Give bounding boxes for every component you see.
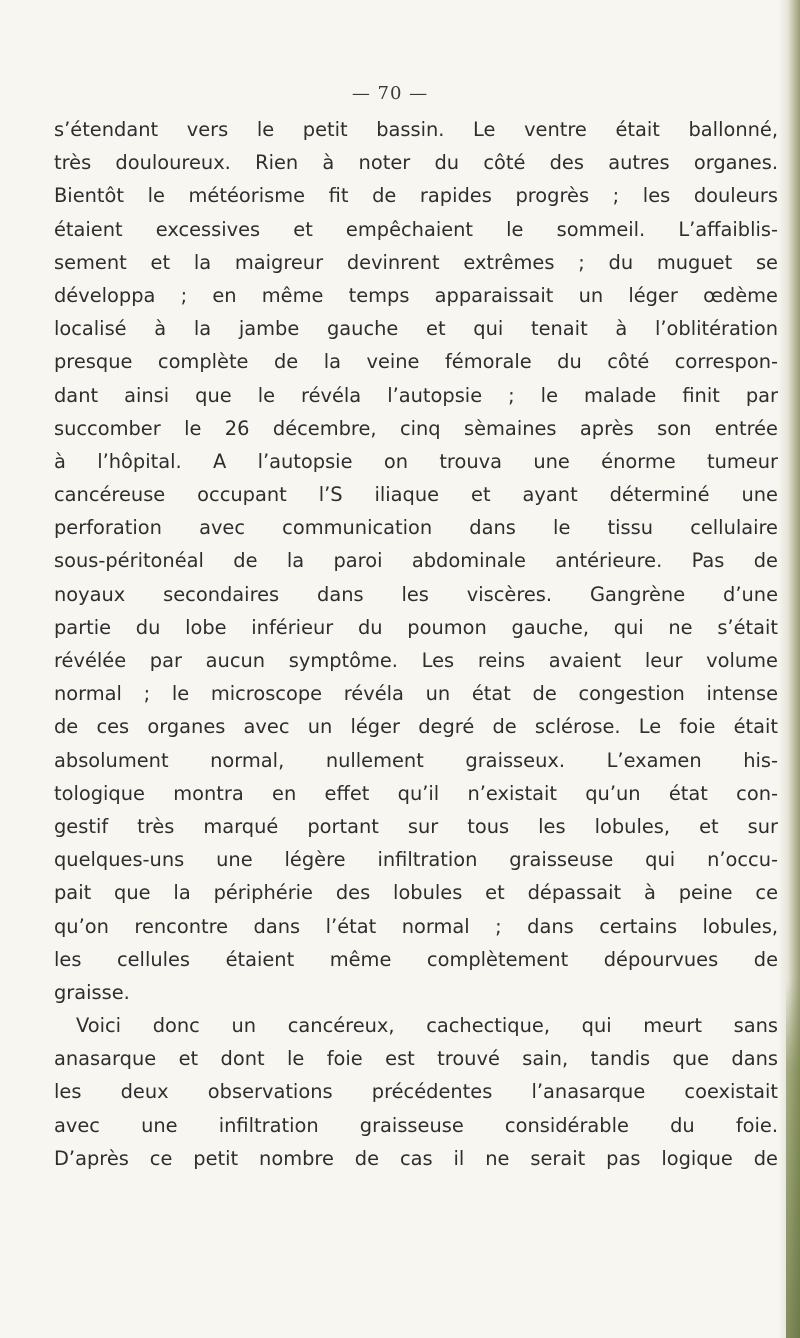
text-line: partie du lobe inférieur du poumon gauche, qui ne s’était [54, 615, 778, 639]
text-line: perforation avec communication dans le tissu cellulaire [54, 516, 778, 540]
text-line: de ces organes avec un léger degré de sclérose. Le foie était [54, 715, 778, 739]
text-line: succomber le 26 décembre, cinq sèmaines après son entrée [54, 416, 778, 440]
text-line: gestif très marqué portant sur tous les lobules, et sur [54, 814, 778, 838]
text-line: dant ainsi que le révéla l’autopsie ; le malade finit par [54, 383, 778, 407]
text-line: normal ; le microscope révéla un état de congestion intense [54, 682, 778, 706]
text-line: étaient excessives et empêchaient le sommeil. L’affaiblis- [54, 217, 778, 241]
text-line: absolument normal, nullement graisseux. L’examen his- [54, 748, 778, 772]
text-line: cancéreuse occupant l’S iliaque et ayant déterminé une [54, 483, 778, 507]
body-text [54, 113, 778, 1175]
text-line: noyaux secondaires dans les viscères. Gangrène d’une [54, 582, 778, 606]
text-line-paragraph-start: Voici donc un cancéreux, cachectique, qui meurt sans [76, 1014, 778, 1038]
text-line: avec une infiltration graisseuse considérable du foie. [54, 1113, 778, 1137]
text-line: qu’on rencontre dans l’état normal ; dans certains lobules, [54, 914, 778, 938]
text-line-paragraph-end: graisse. [54, 980, 130, 1004]
text-line: les deux observations précédentes l’anasarque coexistait [54, 1080, 778, 1104]
text-line: quelques-uns une légère infiltration graisseuse qui n’occu- [54, 848, 778, 872]
page-edge-stain [786, 980, 800, 1338]
text-line: développa ; en même temps apparaissait un léger œdème [54, 283, 778, 307]
text-line: localisé à la jambe gauche et qui tenait à l’oblitération [54, 317, 778, 341]
text-line: révélée par aucun symptôme. Les reins avaient leur volume [54, 649, 778, 672]
text-line: Bientôt le météorisme fit de rapides progrès ; les douleurs [54, 184, 778, 208]
text-line: anasarque et dont le foie est trouvé sain, tandis que dans [54, 1047, 778, 1071]
text-line: s’étendant vers le petit bassin. Le ventre était ballonné, [54, 118, 778, 141]
text-line: D’après ce petit nombre de cas il ne serait pas logique de [54, 1146, 778, 1170]
page-number: — 70 — [351, 83, 429, 104]
text-line: sous-péritonéal de la paroi abdominale antérieure. Pas de [54, 549, 778, 573]
text-line: pait que la périphérie des lobules et dépassait à peine ce [54, 881, 778, 905]
text-line: à l’hôpital. A l’autopsie on trouva une énorme tumeur [54, 449, 778, 473]
text-line: tologique montra en effet qu’il n’existait qu’un état con- [54, 781, 778, 805]
text-line: presque complète de la veine fémorale du côté correspon- [54, 350, 778, 374]
text-line: les cellules étaient même complètement dépourvues de [54, 947, 778, 971]
text-line: sement et la maigreur devinrent extrêmes ; du muguet se [54, 250, 778, 274]
text-line: très douloureux. Rien à noter du côté des autres organes. [54, 151, 778, 175]
